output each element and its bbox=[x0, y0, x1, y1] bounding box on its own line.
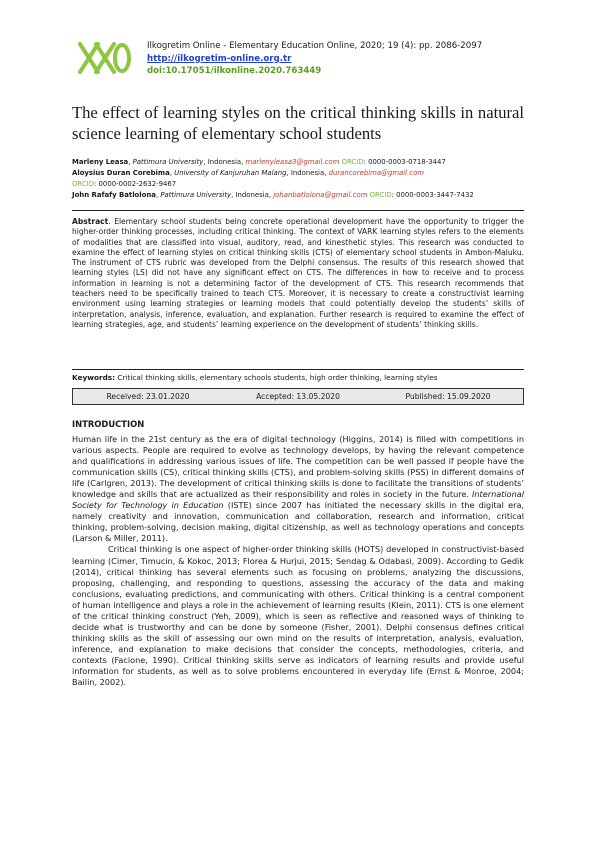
article-dates-bar bbox=[72, 388, 524, 405]
abstract-text: Elementary school students being concrete operational development have the opportunity to trigger the higher-order thinking processes, including critical thinking. The context of VARK learning styles refers to the elements of modalities that are classified into visual, auditory, read, and kinesthetic styles. This research was conducted to examine the effect of learning styles on critical thinking skills (CTS) of elementary school students in Ambon-Maluku. The instrument of CTS rubric was developed from the Delphi consensus. The results of this research showed that learning styles (LS) did not have any significant effect on CTS. The differences in how to receive and to process information in learning is not a determining factor of the development of CTS. This research recommends that teachers need to be specifically trained to teach CTS. Moreover, it is necessary to create a constructivist learning environment using learning strategies or learning models that could potentially develop the students’ skills of interpretation, analysis, inference, evaluation, and explanation. Further research is required to examine the effect of learning strategies, age, and students’ learning experience on the development of students’ thinking skills. bbox=[72, 217, 524, 329]
abstract-top-rule bbox=[72, 210, 524, 211]
author-entry: John Rafafy Batlolona, Pattimura University, Indonesia, johanbatlolona@gmail.com ORCID: 0000-0003-3447-7432 bbox=[72, 191, 474, 199]
orcid-label: ORCID bbox=[369, 191, 392, 199]
journal-citation: Ilkogretim Online - Elementary Education Online, 2020; 19 (4): pp. 2086-2097 bbox=[147, 41, 483, 51]
abstract-bottom-rule bbox=[72, 369, 524, 370]
author-entry: Marleny Leasa, Pattimura University, Indonesia, marlenyleasa3@gmail.com ORCID: 0000-0003-0718-3447 bbox=[72, 158, 446, 166]
keywords-label: Keywords: bbox=[72, 373, 116, 382]
paragraph bbox=[72, 434, 524, 544]
journal-header bbox=[147, 40, 547, 78]
accepted-date: Accepted: 13.05.2020 bbox=[256, 392, 340, 401]
author-email-link[interactable]: marlenyleasa3@gmail.com bbox=[245, 158, 340, 166]
abstract-label: Abstract bbox=[72, 217, 109, 226]
author-orcid[interactable]: 0000-0002-2632-9467 bbox=[98, 180, 177, 188]
author-country: Indonesia bbox=[235, 191, 269, 199]
introduction-body bbox=[72, 434, 524, 688]
author-affiliation: Pattimura University bbox=[160, 191, 232, 199]
keywords-line bbox=[72, 373, 524, 383]
author-country: Indonesia bbox=[290, 169, 325, 177]
author-email-link[interactable]: durancorebima@gmail.com bbox=[328, 169, 424, 177]
author-name: Marleny Leasa bbox=[72, 158, 129, 166]
keywords-text: Critical thinking skills, elementary schools students, high order thinking, learning styles bbox=[117, 373, 438, 382]
orcid-label: ORCID bbox=[341, 158, 364, 166]
paragraph-text: Human life in the 21st century as the era of digital technology (Higgins, 2014) is filled with competitions in various aspects. People are required to evolve as technology develops, by having the relevant competence and qualifications in addressing various issues of life. The competition can be well passed if people have the communication skills (CS), critical thinking skills (CTS), and problem-solving skills (PSS) in different domains of life (Carlgren, 2013). The development of critical thinking skills is done to facilitate the transitions of students’ knowledge and skills that are actualized as their responsibility and roles in society in the future. bbox=[72, 434, 524, 500]
author-orcid[interactable]: 0000-0003-0718-3447 bbox=[368, 158, 446, 166]
received-date: Received: 23.01.2020 bbox=[106, 392, 190, 401]
author-orcid[interactable]: 0000-0003-3447-7432 bbox=[396, 191, 474, 199]
article-title: The effect of learning styles on the critical thinking skills in natural science learning of elementary school students bbox=[72, 103, 524, 143]
author-affiliation: Pattimura University bbox=[132, 158, 204, 166]
journal-logo-icon bbox=[76, 40, 132, 76]
author-email-link[interactable]: johanbatlolona@gmail.com bbox=[273, 191, 368, 199]
published-date: Published: 15.09.2020 bbox=[405, 392, 491, 401]
orcid-label: ORCID bbox=[72, 180, 95, 188]
author-entry: Aloysius Duran Corebima, University of Kanjuruhan Malang, Indonesia, durancorebima@gmail.com ORCID: 0000-0002-2632-9467 bbox=[72, 169, 424, 188]
author-affiliation: University of Kanjuruhan Malang bbox=[174, 169, 287, 177]
journal-url-link[interactable]: http://ilkogretim-online.org.tr bbox=[147, 53, 292, 64]
paragraph: Critical thinking is one aspect of higher-order thinking skills (HOTS) developed in constructivist-based learning (Cimer, Timucin, & Kokoc, 2013; Florea & Hurjui, 2015; Sendag & Odabasi, 2009). According to Gedik (2014), critical thinking has several elements such as focusing on problems, analyzing the discussions, proposing, challenging, and responding to questions, assessing the accuracy of the data and making conclusions, evaluating predictions, and communicating with others. Critical thinking is a central component of human intelligence and plays a role in the achievement of learning results (Klein, 2011). CTS is one element of the critical thinking construct (Yeh, 2009), which is seen as reflective and reasoned ways of thinking to decide what is trustworthy and can be done by someone (Fisher, 2001). Delphi consensus defines critical thinking skills as the skill of assessing our own mind on the results of interpretation, analysis, evaluation, inference, and explanation to make decisions that consider the concepts, methodologies, criteria, and contexts (Facione, 1990). Critical thinking skills serve as indicators of learning results and provide useful information for students, as well as to solve problems encountered in everyday life (Ernst & Monroe, 2004; Bailin, 2002). bbox=[72, 544, 524, 688]
abstract-block: Abstract. Elementary school students being concrete operational development have the opportunity to trigger the higher-order thinking processes, including critical thinking. The context of VARK learning styles refers to the elements of modalities that are classified into visual, auditory, read, and kinesthetic styles. This research was conducted to examine the effect of learning styles on critical thinking skills (CTS) of elementary school students in Ambon-Maluku. The instrument of CTS rubric was developed from the Delphi consensus. The results of this research showed that learning styles (LS) did not have any significant effect on CTS. The differences in how to receive and to process information in learning is not a determining factor of the development of CTS. This research recommends that teachers need to be specifically trained to teach CTS. Moreover, it is necessary to create a constructivist learning environment using learning strategies or learning models that could potentially develop the students’ skills of interpretation, analysis, inference, evaluation, and explanation. Further research is required to examine the effect of learning strategies, age, and students’ learning experience on the development of students’ thinking skills. bbox=[72, 217, 524, 329]
author-name: Aloysius Duran Corebima bbox=[72, 169, 170, 177]
organization-name: International Society for Technology in Education bbox=[72, 489, 524, 511]
author-country: Indonesia bbox=[207, 158, 242, 166]
doi-text[interactable]: doi:10.17051/ilkonline.2020.763449 bbox=[147, 66, 322, 77]
introduction-heading: INTRODUCTION bbox=[72, 419, 145, 429]
paragraph-text: (ISTE) since 2007 has initiated the necessary skills in the digital era, namely creativity and innovation, communication and collaboration, research and information, critical thinking, problem-solving, decision making, digital citizenship, as well as technology operations and concepts (Larson & Miller, 2011). bbox=[72, 500, 525, 544]
author-name: John Rafafy Batlolona bbox=[72, 191, 156, 199]
author-list bbox=[72, 157, 532, 201]
